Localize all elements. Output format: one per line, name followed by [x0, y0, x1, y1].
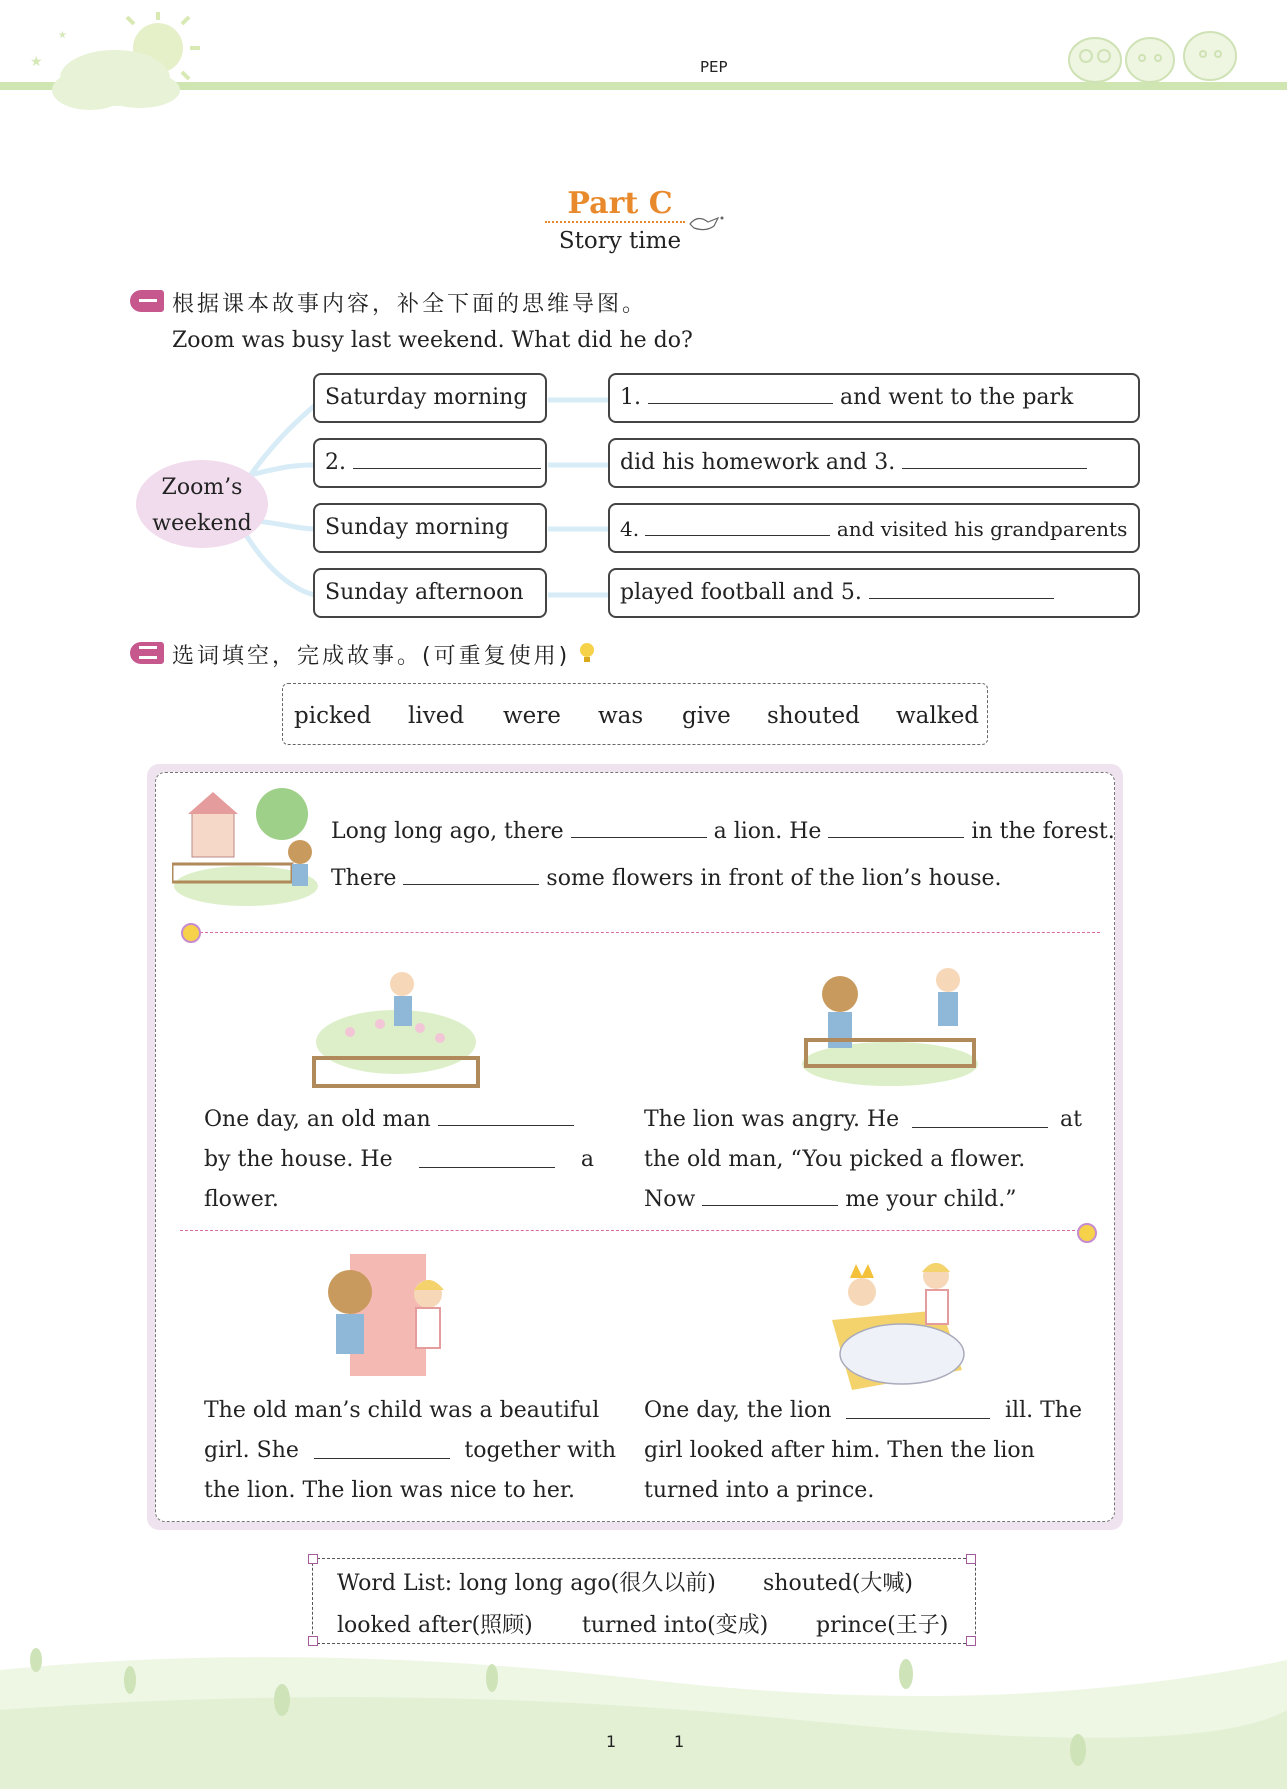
word-list-entry: Word List: long long ago(很久以前) [337, 1571, 716, 1596]
mindmap-right-box-1 [608, 373, 1140, 423]
panel5-line3: turned into a prince. [644, 1478, 875, 1503]
right-prefix-3: 4. [620, 517, 640, 541]
answer-blank-3[interactable] [902, 467, 1087, 469]
panel1-line1 [331, 812, 1115, 852]
word-list-entry: shouted(大喊) [763, 1571, 913, 1596]
page-number-left: 1 [606, 1732, 617, 1751]
panel2-line2 [204, 1140, 594, 1180]
animal-heads-illustration [1060, 20, 1250, 86]
mindmap-left-box-1 [313, 373, 547, 423]
right-prefix-2: did his homework and 3. [620, 450, 896, 475]
bird-icon [688, 212, 726, 234]
sparkle-icon [1070, 1216, 1104, 1250]
mindmap-left-box-3 [313, 503, 547, 553]
right-suffix-3: and visited his grandparents [836, 517, 1128, 541]
word-list-entry: looked after(照顾) [337, 1613, 533, 1638]
story-blank-7[interactable] [702, 1204, 838, 1206]
corner-marker [966, 1554, 976, 1564]
mindmap-right-box-2 [608, 438, 1140, 488]
mindmap-right-box-4 [608, 568, 1140, 618]
lion-and-girl-illustration [310, 1250, 470, 1386]
panel3-line3 [644, 1180, 1082, 1220]
section-one-badge [130, 290, 164, 312]
story-blank-4[interactable] [438, 1124, 574, 1126]
panel4-text: girl. She [204, 1438, 299, 1463]
series-label: PEP [700, 58, 728, 76]
mindmap-center-label [136, 470, 268, 542]
right-suffix-1: and went to the park [840, 385, 1074, 410]
old-man-picking-flower-illustration [310, 962, 482, 1094]
panel4-line2 [204, 1431, 616, 1471]
svg-text:★: ★ [30, 54, 43, 70]
part-title: Part C [567, 186, 673, 221]
mindmap-left-box-4 [313, 568, 547, 618]
panel2-text [204, 1100, 594, 1220]
prince-in-bed-illustration [822, 1250, 972, 1396]
answer-blank-1[interactable] [648, 402, 833, 404]
panel5-text: One day, the lion [644, 1398, 832, 1423]
left-label-1: Saturday morning [325, 385, 528, 410]
story-divider-2 [180, 1230, 1080, 1231]
house-lion-illustration [172, 782, 320, 910]
panel3-line2: the old man, “You picked a flower. [644, 1147, 1026, 1172]
panel4-text: together with [464, 1438, 616, 1463]
landscape-footer [0, 1630, 1287, 1789]
center-line2: weekend [152, 511, 252, 536]
panel3-text: me your child.” [845, 1187, 1017, 1212]
sun-cloud-illustration [20, 8, 210, 112]
word-bank-item: were [503, 703, 561, 729]
story-blank-9[interactable] [846, 1417, 990, 1419]
panel5-line1 [644, 1391, 1082, 1431]
panel2-text: a [580, 1147, 594, 1172]
panel1-text: some flowers in front of the lion’s house. [546, 866, 1002, 891]
panel5-text [644, 1391, 1082, 1511]
story-blank-8[interactable] [314, 1457, 450, 1459]
right-prefix-1: 1. [620, 385, 641, 410]
word-list-entry: prince(王子) [816, 1613, 949, 1638]
sparkle-icon [174, 916, 208, 950]
part-subtitle: Story time [558, 228, 682, 254]
panel1-line2 [331, 859, 1002, 899]
panel3-text: The lion was angry. He [644, 1107, 900, 1132]
lightbulb-icon [576, 640, 598, 666]
panel4-line1: The old man’s child was a beautiful [204, 1398, 600, 1423]
title-underline [545, 221, 685, 223]
story-blank-6[interactable] [912, 1126, 1048, 1128]
panel4-text [204, 1391, 616, 1511]
left-label-4: Sunday afternoon [325, 580, 524, 605]
panel5-line2: girl looked after him. Then the lion [644, 1438, 1035, 1463]
word-bank-item: shouted [767, 703, 860, 729]
mindmap-question: Zoom was busy last weekend. What did he do? [172, 328, 693, 353]
svg-text:★: ★ [58, 30, 67, 41]
word-list-entry: turned into(变成) [582, 1613, 769, 1638]
center-line1: Zoom’s [161, 475, 243, 500]
panel5-text: ill. The [1005, 1398, 1082, 1423]
page-number-right: 1 [674, 1732, 685, 1751]
answer-blank-5[interactable] [869, 597, 1054, 599]
word-bank-item: picked [294, 703, 372, 729]
word-bank-item: give [682, 703, 731, 729]
section-one-title: 根据课本故事内容，补全下面的思维导图。 [172, 292, 648, 317]
story-blank-1[interactable] [571, 836, 707, 838]
panel1-text: in the forest. [971, 819, 1115, 844]
panel2-text: One day, an old man [204, 1107, 431, 1132]
panel2-text: by the house. He [204, 1147, 393, 1172]
section-two-title: 选词填空，完成故事。(可重复使用) [172, 644, 571, 669]
panel2-line3: flower. [204, 1187, 279, 1212]
mindmap-right-box-3 [608, 503, 1140, 553]
panel1-text: There [331, 866, 397, 891]
panel3-text [644, 1100, 1082, 1220]
answer-blank-4[interactable] [645, 534, 830, 536]
section-two-badge [130, 642, 164, 664]
panel3-text: Now [644, 1187, 696, 1212]
lion-angry-illustration [800, 960, 980, 1094]
panel3-line1 [644, 1100, 1082, 1140]
word-bank-item: walked [896, 703, 980, 729]
right-prefix-4: played football and 5. [620, 580, 862, 605]
story-blank-2[interactable] [828, 836, 964, 838]
story-blank-3[interactable] [403, 883, 539, 885]
panel2-line1 [204, 1100, 594, 1140]
word-bank-item: was [598, 703, 644, 729]
answer-blank-2[interactable] [353, 467, 541, 469]
mindmap-left-box-2 [313, 438, 547, 488]
word-bank-item: lived [408, 703, 465, 729]
panel4-line3: the lion. The lion was nice to her. [204, 1478, 575, 1503]
panel1-text: Long long ago, there [331, 819, 564, 844]
left-label-3: Sunday morning [325, 515, 510, 540]
corner-marker [308, 1554, 318, 1564]
panel1-text: a lion. He [713, 819, 822, 844]
story-divider-1 [200, 932, 1100, 933]
story-blank-5[interactable] [419, 1166, 555, 1168]
panel3-text: at [1060, 1107, 1082, 1132]
left-prefix-2: 2. [325, 450, 346, 475]
